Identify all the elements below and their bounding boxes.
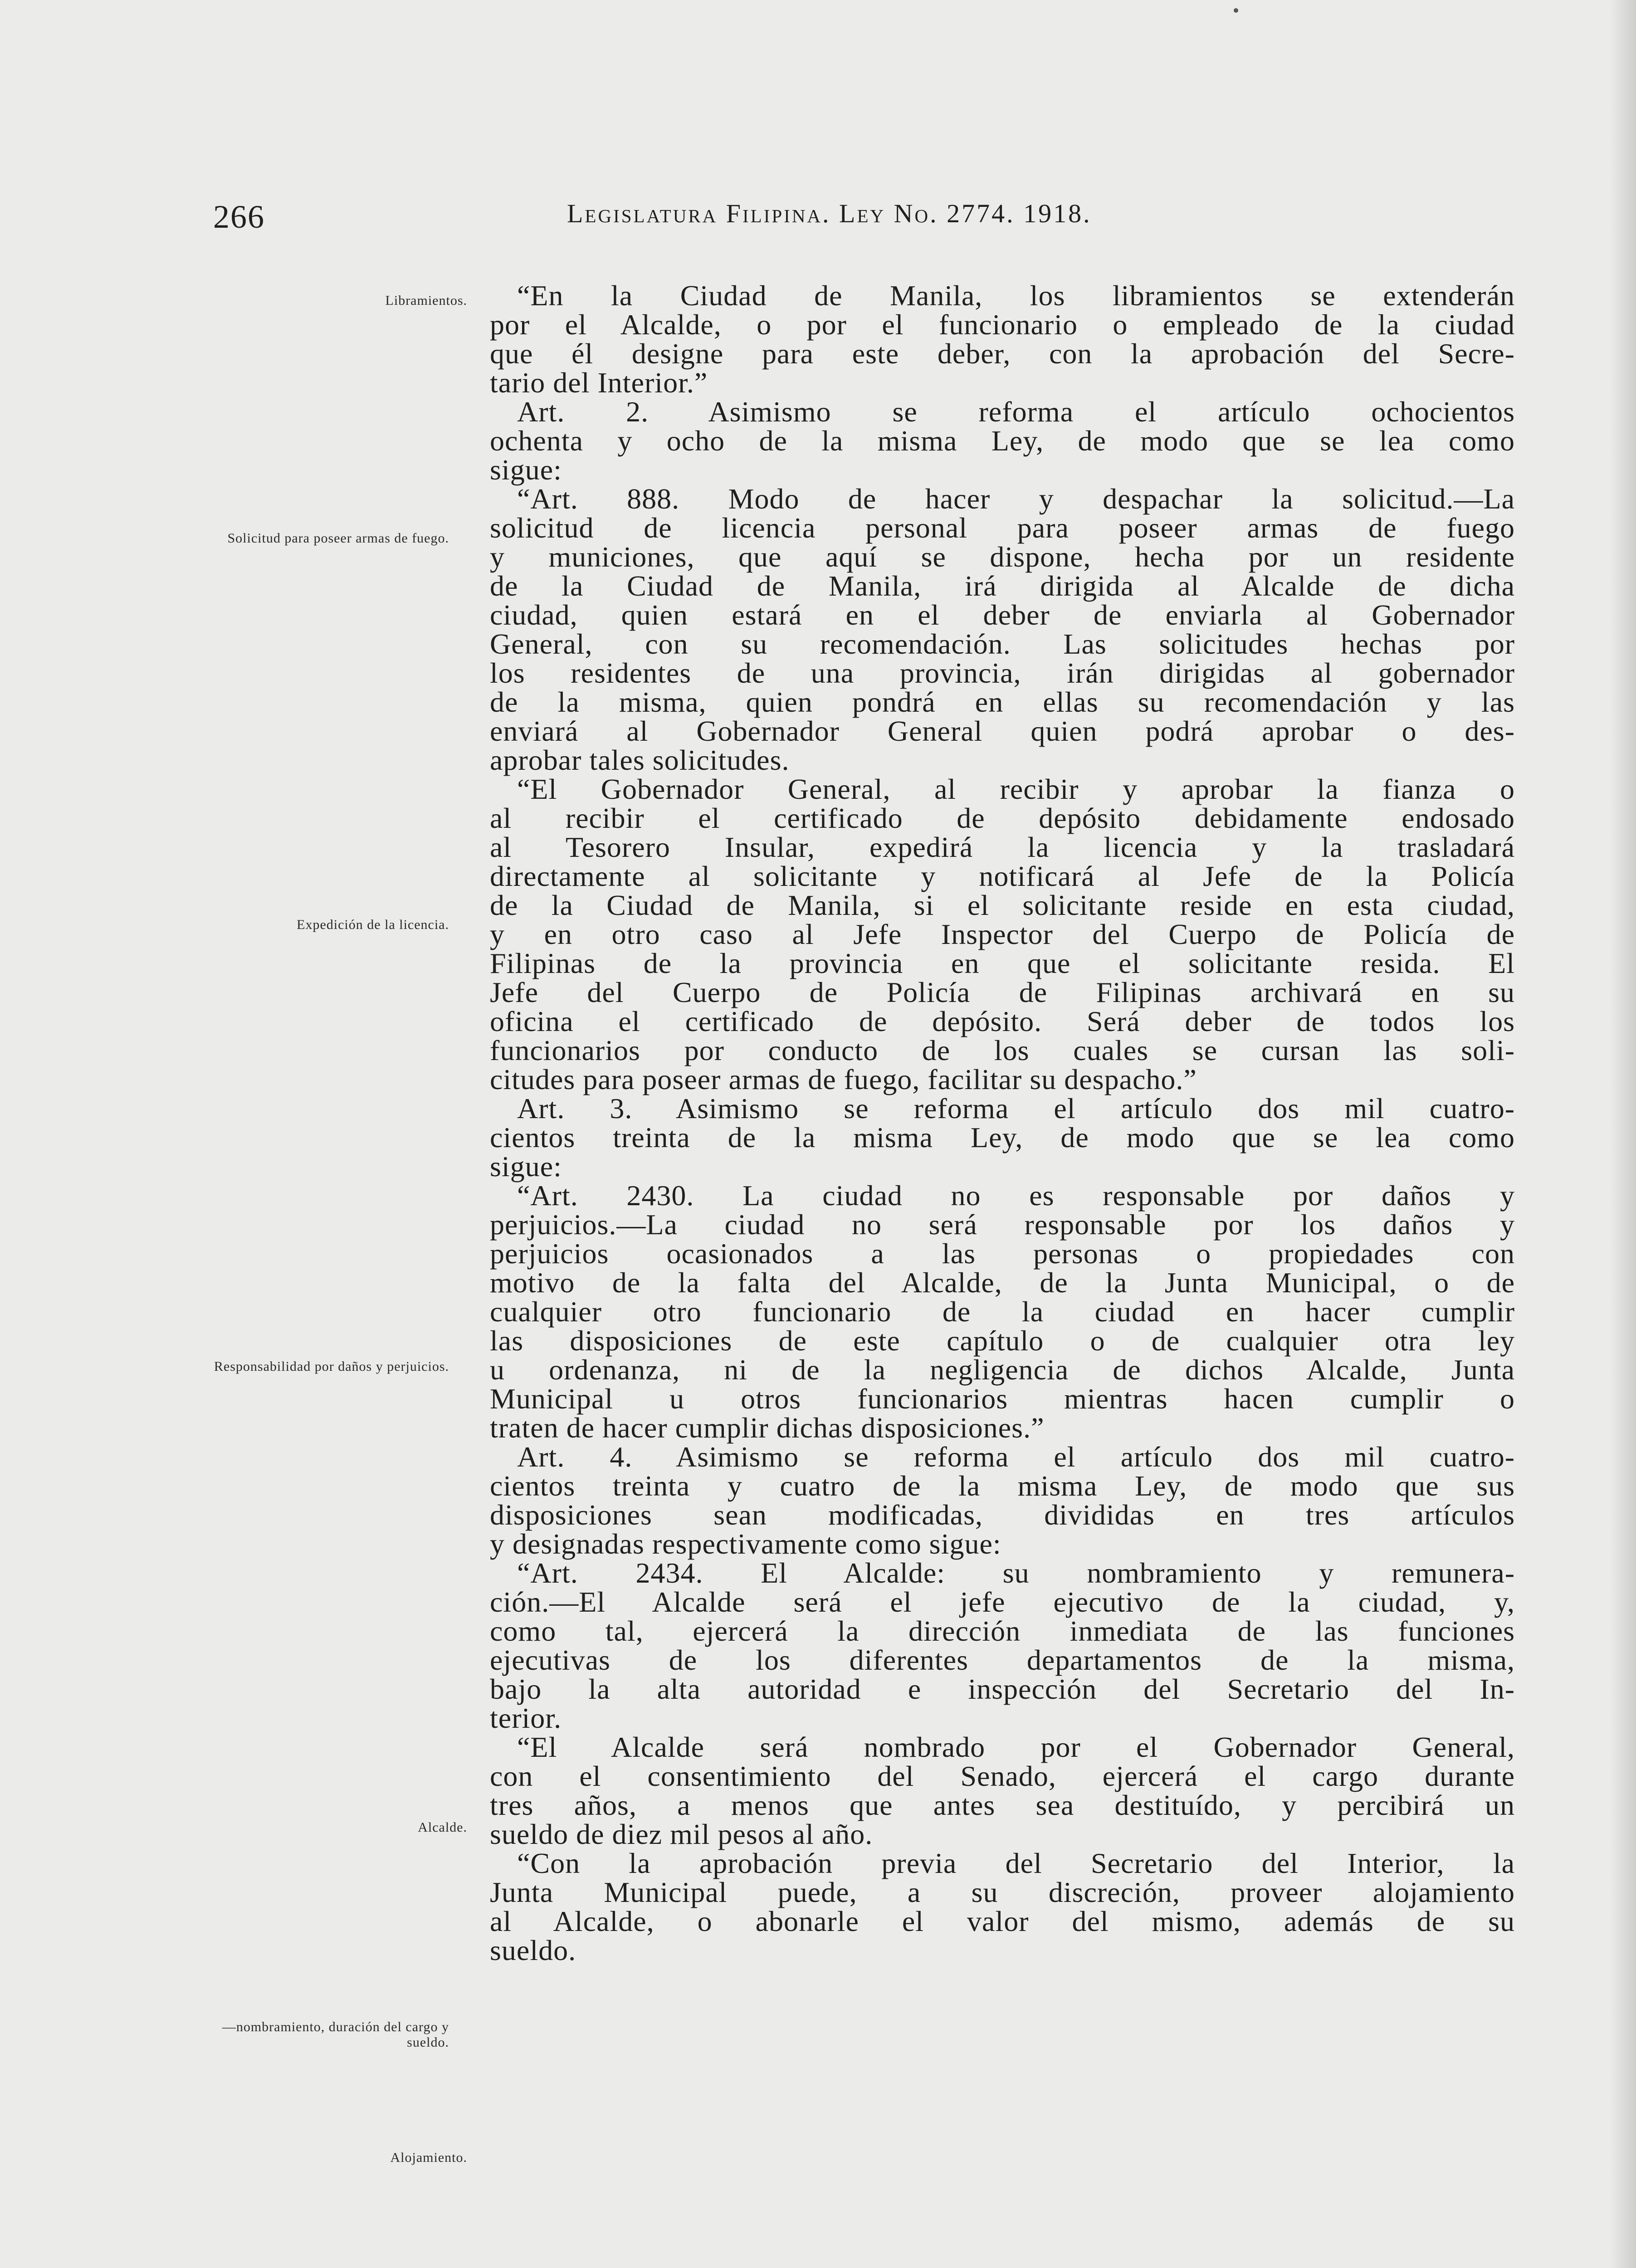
text-line: cientos treinta de la misma Ley, de modo que se lea como [490,1121,1515,1154]
text-line: “Con la aprobación previa del Secretario del Interior, la [517,1847,1515,1879]
text-line: y en otro caso al Jefe Inspector del Cuerpo de Policía de [490,918,1515,950]
text-line: sigue: [490,454,562,486]
text-line: tario del Interior.” [490,367,708,399]
text-line: terior. [490,1702,562,1734]
text-line: “Art. 2430. La ciudad no es responsable por daños y [517,1179,1515,1212]
text-line: “Art. 888. Modo de hacer y despachar la solicitud.—La [517,483,1515,515]
text-line: Art. 4. Asimismo se reforma el artículo dos mil cuatro- [517,1441,1515,1473]
text-line: como tal, ejercerá la dirección inmediata de las funciones [490,1615,1515,1647]
text-line: ción.—El Alcalde será el jefe ejecutivo de la ciudad, y, [490,1586,1515,1618]
margin-note-alcalde: Alcalde. [418,1820,467,1835]
text-line: “El Alcalde será nombrado por el Gobernador General, [517,1731,1515,1763]
text-line: al recibir el certificado de depósito debidamente endosado [490,802,1515,834]
text-line: con el consentimiento del Senado, ejercerá el cargo durante [490,1760,1515,1792]
text-line: aprobar tales solicitudes. [490,744,790,776]
margin-note-solicitud: Solicitud para poseer armas de fuego. [227,531,449,546]
text-line: u ordenanza, ni de la negligencia de dichos Alcalde, Junta [490,1354,1515,1386]
margin-note-libramientos: Libramientos. [385,293,467,308]
text-line: y municiones, que aquí se dispone, hecha por un residente [490,541,1515,573]
text-line: ejecutivas de los diferentes departamentos de la misma, [490,1644,1515,1676]
margin-note-nombramiento: —nombramiento, duración del cargo y sueldo. [222,2019,449,2050]
margin-note-alojamiento: Alojamiento. [390,2150,467,2165]
page-header [213,195,1438,245]
text-line: al Alcalde, o abonarle el valor del mismo, además de su [490,1905,1515,1937]
text-line: “En la Ciudad de Manila, los libramientos se extenderán [517,279,1515,312]
text-line: Municipal u otros funcionarios mientras hacen cumplir o [490,1383,1515,1415]
text-line: por el Alcalde, o por el funcionario o empleado de la ciudad [490,308,1515,341]
text-line: solicitud de licencia personal para poseer armas de fuego [490,512,1515,544]
ink-speck [1234,8,1238,13]
text-line: disposiciones sean modificadas, divididas en tres artículos [490,1499,1515,1531]
margin-note-expedicion: Expedición de la licencia. [297,917,449,932]
text-line: oficina el certificado de depósito. Será deber de todos los [490,1005,1515,1037]
text-line: cientos treinta y cuatro de la misma Ley, de modo que sus [490,1470,1515,1502]
text-line: Art. 3. Asimismo se reforma el artículo dos mil cuatro- [517,1092,1515,1124]
text-line: motivo de la falta del Alcalde, de la Junta Municipal, o de [490,1266,1515,1299]
body-text [490,281,1515,1965]
text-line: Junta Municipal puede, a su discreción, proveer alojamiento [490,1876,1515,1908]
text-line: y designadas respectivamente como sigue: [490,1528,1001,1560]
text-line: al Tesorero Insular, expedirá la licencia y la trasladará [490,831,1515,863]
text-line: Art. 2. Asimismo se reforma el artículo ochocientos [517,396,1515,428]
text-line: directamente al solicitante y notificará al Jefe de la Policía [490,860,1515,892]
text-line: bajo la alta autoridad e inspección del Secretario del In- [490,1673,1515,1705]
text-line: “Art. 2434. El Alcalde: su nombramiento y remunera- [517,1557,1515,1589]
text-line: funcionarios por conducto de los cuales se cursan las soli- [490,1034,1515,1066]
text-line: los residentes de una provincia, irán dirigidas al gobernador [490,657,1515,689]
text-line: perjuicios ocasionados a las personas o propiedades con [490,1237,1515,1270]
text-line: de la Ciudad de Manila, si el solicitante reside en esta ciudad, [490,889,1515,921]
text-line: citudes para poseer armas de fuego, facilitar su despacho.” [490,1063,1197,1095]
text-line: traten de hacer cumplir dichas disposiciones.” [490,1412,1045,1444]
margin-note-responsabilidad: Responsabilidad por daños y perjuicios. [214,1359,449,1374]
text-line: que él designe para este deber, con la aprobación del Secre- [490,337,1515,370]
text-line: “El Gobernador General, al recibir y aprobar la fianza o [517,773,1515,805]
text-line: sueldo de diez mil pesos al año. [490,1818,873,1850]
text-line: enviará al Gobernador General quien podrá aprobar o des- [490,715,1515,747]
text-line: las disposiciones de este capítulo o de cualquier otra ley [490,1325,1515,1357]
text-line: Jefe del Cuerpo de Policía de Filipinas archivará en su [490,976,1515,1008]
text-line: perjuicios.—La ciudad no será responsable por los daños y [490,1208,1515,1241]
text-line: de la Ciudad de Manila, irá dirigida al Alcalde de dicha [490,570,1515,602]
page-number: 266 [213,199,265,235]
text-line: General, con su recomendación. Las solicitudes hechas por [490,628,1515,660]
text-line: Filipinas de la provincia en que el solicitante resida. El [490,947,1515,979]
text-line: ciudad, quien estará en el deber de enviarla al Gobernador [490,599,1515,631]
text-line: sueldo. [490,1934,576,1966]
text-line: tres años, a menos que antes sea destituído, y percibirá un [490,1789,1515,1821]
text-line: cualquier otro funcionario de la ciudad en hacer cumplir [490,1295,1515,1328]
text-line: de la misma, quien pondrá en ellas su recomendación y las [490,686,1515,718]
text-line: ochenta y ocho de la misma Ley, de modo que se lea como [490,425,1515,457]
text-line: sigue: [490,1150,562,1183]
running-head: Legislatura Filipina. Ley No. 2774. 1918. [567,199,1092,228]
